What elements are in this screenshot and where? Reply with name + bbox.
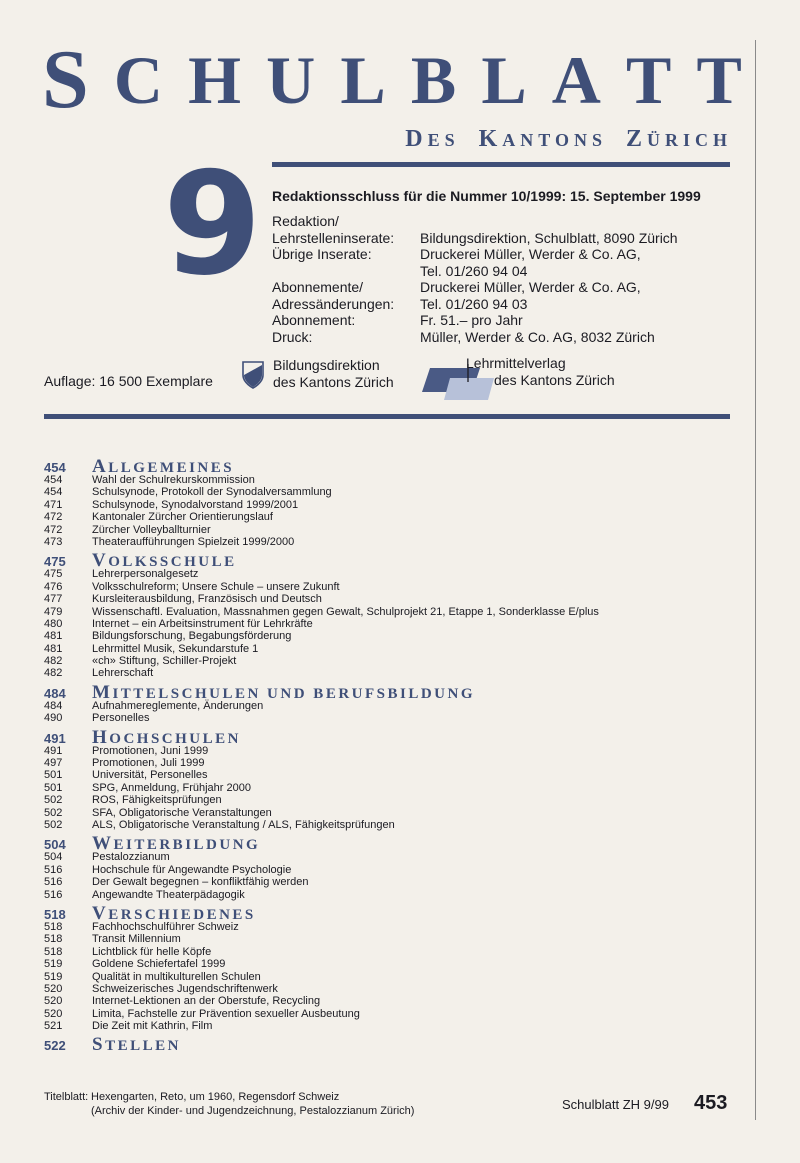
section-page: 504 (44, 837, 66, 853)
issue-number: 9 (163, 142, 262, 307)
masthead-letter: T (696, 42, 742, 118)
toc-entry (44, 474, 744, 486)
entry-page: 472 (44, 511, 63, 524)
toc-entry (44, 946, 744, 958)
toc-entry (44, 1008, 744, 1020)
toc-entry (44, 712, 744, 724)
toc-entry (44, 971, 744, 983)
entry-title: Theateraufführungen Spielzeit 1999/2000 (92, 535, 295, 548)
toc-section-heading (44, 1034, 744, 1056)
toc-entry (44, 745, 744, 757)
toc-entry (44, 769, 744, 781)
circulation: Auflage: 16 500 Exemplare (44, 373, 213, 389)
titelblatt-line2: (Archiv der Kinder- und Jugendzeichnung, Pestalozzianum Zürich) (91, 1105, 415, 1117)
info-label: Abonnemente/ (272, 279, 364, 295)
entry-page: 502 (44, 806, 63, 819)
section-title: STELLEN (92, 1034, 181, 1056)
toc-entry (44, 1020, 744, 1032)
toc-entry (44, 581, 744, 593)
toc-entry (44, 568, 744, 580)
entry-page: 516 (44, 876, 63, 889)
masthead-letter: L (481, 42, 527, 118)
contents-rule (44, 414, 730, 419)
entry-title: Transit Millennium (92, 933, 181, 946)
masthead-letter: T (626, 42, 672, 118)
toc-entry (44, 782, 744, 794)
page-edge-line (755, 40, 756, 1120)
entry-page: 501 (44, 769, 63, 782)
info-value: Fr. 51.– pro Jahr (420, 312, 523, 328)
entry-title: Aufnahmereglemente, Änderungen (92, 699, 264, 712)
info-value: Tel. 01/260 94 03 (420, 295, 528, 312)
masthead-letter: B (410, 42, 457, 118)
toc-section-heading (44, 726, 744, 748)
entry-title: Bildungsforschung, Begabungsförderung (92, 630, 292, 643)
journal-name: Schulblatt ZH 9/99 (562, 1097, 669, 1112)
entry-title: Lehrmittel Musik, Sekundarstufe 1 (92, 642, 259, 655)
toc-entry (44, 643, 744, 655)
entry-page: 454 (44, 474, 63, 486)
entry-title: ALS, Obligatorische Veranstaltung / ALS, Fähigkeitsprüfungen (92, 818, 395, 831)
entry-page: 472 (44, 523, 63, 536)
page-number: 453 (694, 1092, 728, 1114)
info-value: Tel. 01/260 94 04 (420, 262, 528, 279)
entry-page: 481 (44, 642, 63, 655)
masthead-letter: L (340, 42, 386, 118)
entry-page: 482 (44, 667, 63, 680)
logo-bildungsdirektion-line2: des Kantons Zürich (273, 374, 394, 390)
entry-page: 497 (44, 757, 63, 770)
toc-entry (44, 794, 744, 806)
section-page: 484 (44, 685, 66, 701)
info-label: Übrige Inserate: (272, 246, 372, 262)
entry-page: 490 (44, 712, 63, 725)
entry-page: 476 (44, 580, 63, 593)
toc-entry (44, 499, 744, 511)
entry-page: 501 (44, 781, 63, 794)
info-value: Bildungsdirektion, Schulblatt, 8090 Zürich (420, 229, 678, 246)
entry-page: 504 (44, 851, 63, 864)
entry-page: 516 (44, 863, 63, 876)
entry-page: 473 (44, 535, 63, 548)
entry-title: Angewandte Theaterpädagogik (92, 888, 245, 901)
entry-page: 519 (44, 958, 63, 971)
toc-entry (44, 933, 744, 945)
entry-page: 477 (44, 593, 63, 606)
toc-entry (44, 807, 744, 819)
subtitle-word: KANTONS (478, 126, 607, 152)
entry-page: 471 (44, 498, 63, 511)
masthead-title (42, 33, 742, 126)
entry-page: 502 (44, 794, 63, 807)
masthead-letter: A (551, 42, 601, 118)
toc-entry (44, 511, 744, 523)
toc-section-heading (44, 681, 744, 703)
toc-entry (44, 864, 744, 876)
toc-entry (44, 958, 744, 970)
toc-entry (44, 593, 744, 605)
entry-title: Promotionen, Juni 1999 (92, 744, 209, 757)
toc-section-heading (44, 902, 744, 924)
toc-entry (44, 655, 744, 667)
section-title: MITTELSCHULEN UND BERUFSBILDUNG (92, 681, 476, 703)
entry-page: 519 (44, 970, 63, 983)
titelblatt-credit (91, 1090, 414, 1118)
entry-title: Schulsynode, Protokoll der Synodalversammlung (92, 486, 332, 499)
info-label: Druck: (272, 328, 313, 345)
masthead-letter: H (188, 42, 241, 118)
entry-page: 482 (44, 655, 63, 668)
section-title: HOCHSCHULEN (92, 726, 241, 748)
toc-entry (44, 851, 744, 863)
entry-page: 520 (44, 995, 63, 1008)
entry-title: Pestalozzianum (92, 851, 170, 864)
section-title: VERSCHIEDENES (92, 902, 256, 924)
entry-page: 480 (44, 617, 63, 630)
section-title: VOLKSSCHULE (92, 550, 237, 572)
toc-entry (44, 921, 744, 933)
toc-entry (44, 606, 744, 618)
info-label: Redaktion/ (272, 213, 339, 229)
masthead-letter: S (42, 33, 89, 126)
entry-title: Volksschulreform; Unsere Schule – unsere Zukunft (92, 580, 340, 593)
toc-entry (44, 630, 744, 642)
top-rule (272, 162, 730, 167)
section-title: WEITERBILDUNG (92, 833, 261, 855)
toc-section-heading (44, 550, 744, 572)
entry-page: 521 (44, 1020, 63, 1033)
canton-shield-icon (242, 361, 264, 389)
masthead-subtitle (405, 126, 732, 153)
entry-title: Promotionen, Juli 1999 (92, 757, 205, 770)
entry-title: SFA, Obligatorische Veranstaltungen (92, 806, 272, 819)
logo-lehrmittelverlag-line1: Lehrmittelverlag (466, 355, 566, 371)
entry-title: Wissenschaftl. Evaluation, Massnahmen gegen Gewalt, Schulprojekt 21, Etappe 1, Sonderklasse E/plus (92, 605, 599, 618)
entry-title: Die Zeit mit Kathrin, Film (92, 1020, 213, 1033)
toc-entry (44, 486, 744, 498)
entry-title: Lichtblick für helle Köpfe (92, 945, 212, 958)
entry-title: Universität, Personelles (92, 769, 208, 782)
info-label: Lehrstelleninserate: (272, 229, 395, 246)
table-of-contents (44, 454, 744, 1056)
entry-page: 484 (44, 699, 63, 712)
entry-title: ROS, Fähigkeitsprüfungen (92, 794, 222, 807)
section-page: 522 (44, 1038, 66, 1054)
section-page: 518 (44, 906, 66, 922)
info-label: Abonnement: (272, 312, 356, 328)
subtitle-word: ZÜRICH (625, 126, 732, 152)
toc-entry (44, 618, 744, 630)
entry-page: 454 (44, 486, 63, 499)
logo-bildungsdirektion-line1: Bildungsdirektion (273, 357, 380, 373)
entry-title: Der Gewalt begegnen – konfliktfähig werden (92, 876, 309, 889)
masthead-letter: U (266, 42, 316, 118)
titelblatt-label: Titelblatt: (44, 1091, 89, 1103)
entry-title: Schweizerisches Jugendschriftenwerk (92, 982, 278, 995)
entry-title: «ch» Stiftung, Schiller-Projekt (92, 655, 237, 668)
toc-entry (44, 524, 744, 536)
entry-page: 475 (44, 568, 63, 581)
entry-page: 479 (44, 605, 63, 618)
entry-title: Kantonaler Zürcher Orientierungslauf (92, 511, 273, 524)
section-page: 454 (44, 460, 66, 475)
titelblatt-line1: Hexengarten, Reto, um 1960, Regensdorf Schweiz (91, 1091, 340, 1103)
entry-title: Hochschule für Angewandte Psychologie (92, 863, 292, 876)
toc-entry (44, 667, 744, 679)
info-value: Müller, Werder & Co. AG, 8032 Zürich (420, 328, 655, 345)
toc-entry (44, 889, 744, 901)
entry-page: 520 (44, 1007, 63, 1020)
entry-page: 518 (44, 920, 63, 933)
entry-title: Wahl der Schulrekurskommission (92, 474, 255, 486)
entry-title: SPG, Anmeldung, Frühjahr 2000 (92, 781, 251, 794)
toc-entry (44, 876, 744, 888)
section-page: 475 (44, 554, 66, 570)
entry-page: 516 (44, 888, 63, 901)
entry-title: Kursleiterausbildung, Französisch und Deutsch (92, 593, 322, 606)
entry-title: Fachhochschulführer Schweiz (92, 920, 239, 933)
entry-title: Lehrerschaft (92, 667, 154, 680)
logo-lehrmittelverlag (466, 355, 615, 389)
entry-page: 481 (44, 630, 63, 643)
entry-page: 491 (44, 744, 63, 757)
entry-title: Schulsynode, Synodalvorstand 1999/2001 (92, 498, 299, 511)
entry-page: 518 (44, 945, 63, 958)
entry-title: Limita, Fachstelle zur Prävention sexueller Ausbeutung (92, 1007, 360, 1020)
entry-title: Internet – ein Arbeitsinstrument für Lehrkräfte (92, 617, 313, 630)
info-label: Adressänderungen: (272, 295, 395, 312)
info-value: Druckerei Müller, Werder & Co. AG, (420, 279, 641, 295)
masthead-letter: C (113, 42, 163, 118)
toc-section-heading (44, 456, 744, 477)
entry-title: Goldene Schiefertafel 1999 (92, 958, 226, 971)
entry-title: Qualität in multikulturellen Schulen (92, 970, 261, 983)
section-page: 491 (44, 730, 66, 746)
entry-title: Lehrerpersonalgesetz (92, 568, 199, 581)
toc-entry (44, 536, 744, 548)
entry-page: 502 (44, 818, 63, 831)
entry-page: 520 (44, 982, 63, 995)
toc-entry (44, 995, 744, 1007)
deadline-notice: Redaktionsschluss für die Nummer 10/1999: 15. September 1999 (272, 188, 701, 204)
section-title: ALLGEMEINES (92, 456, 235, 477)
toc-entry (44, 983, 744, 995)
subtitle-word: DES (405, 126, 460, 152)
entry-title: Internet-Lektionen an der Oberstufe, Recycling (92, 995, 321, 1008)
entry-page: 518 (44, 933, 63, 946)
toc-entry (44, 757, 744, 769)
toc-section-heading (44, 833, 744, 855)
info-value: Druckerei Müller, Werder & Co. AG, (420, 246, 641, 262)
logo-bildungsdirektion (273, 357, 394, 391)
entry-title: Personelles (92, 712, 150, 725)
logo-lehrmittelverlag-line2: des Kantons Zürich (494, 372, 615, 388)
entry-title: Zürcher Volleyballturnier (92, 523, 211, 536)
toc-entry (44, 819, 744, 831)
